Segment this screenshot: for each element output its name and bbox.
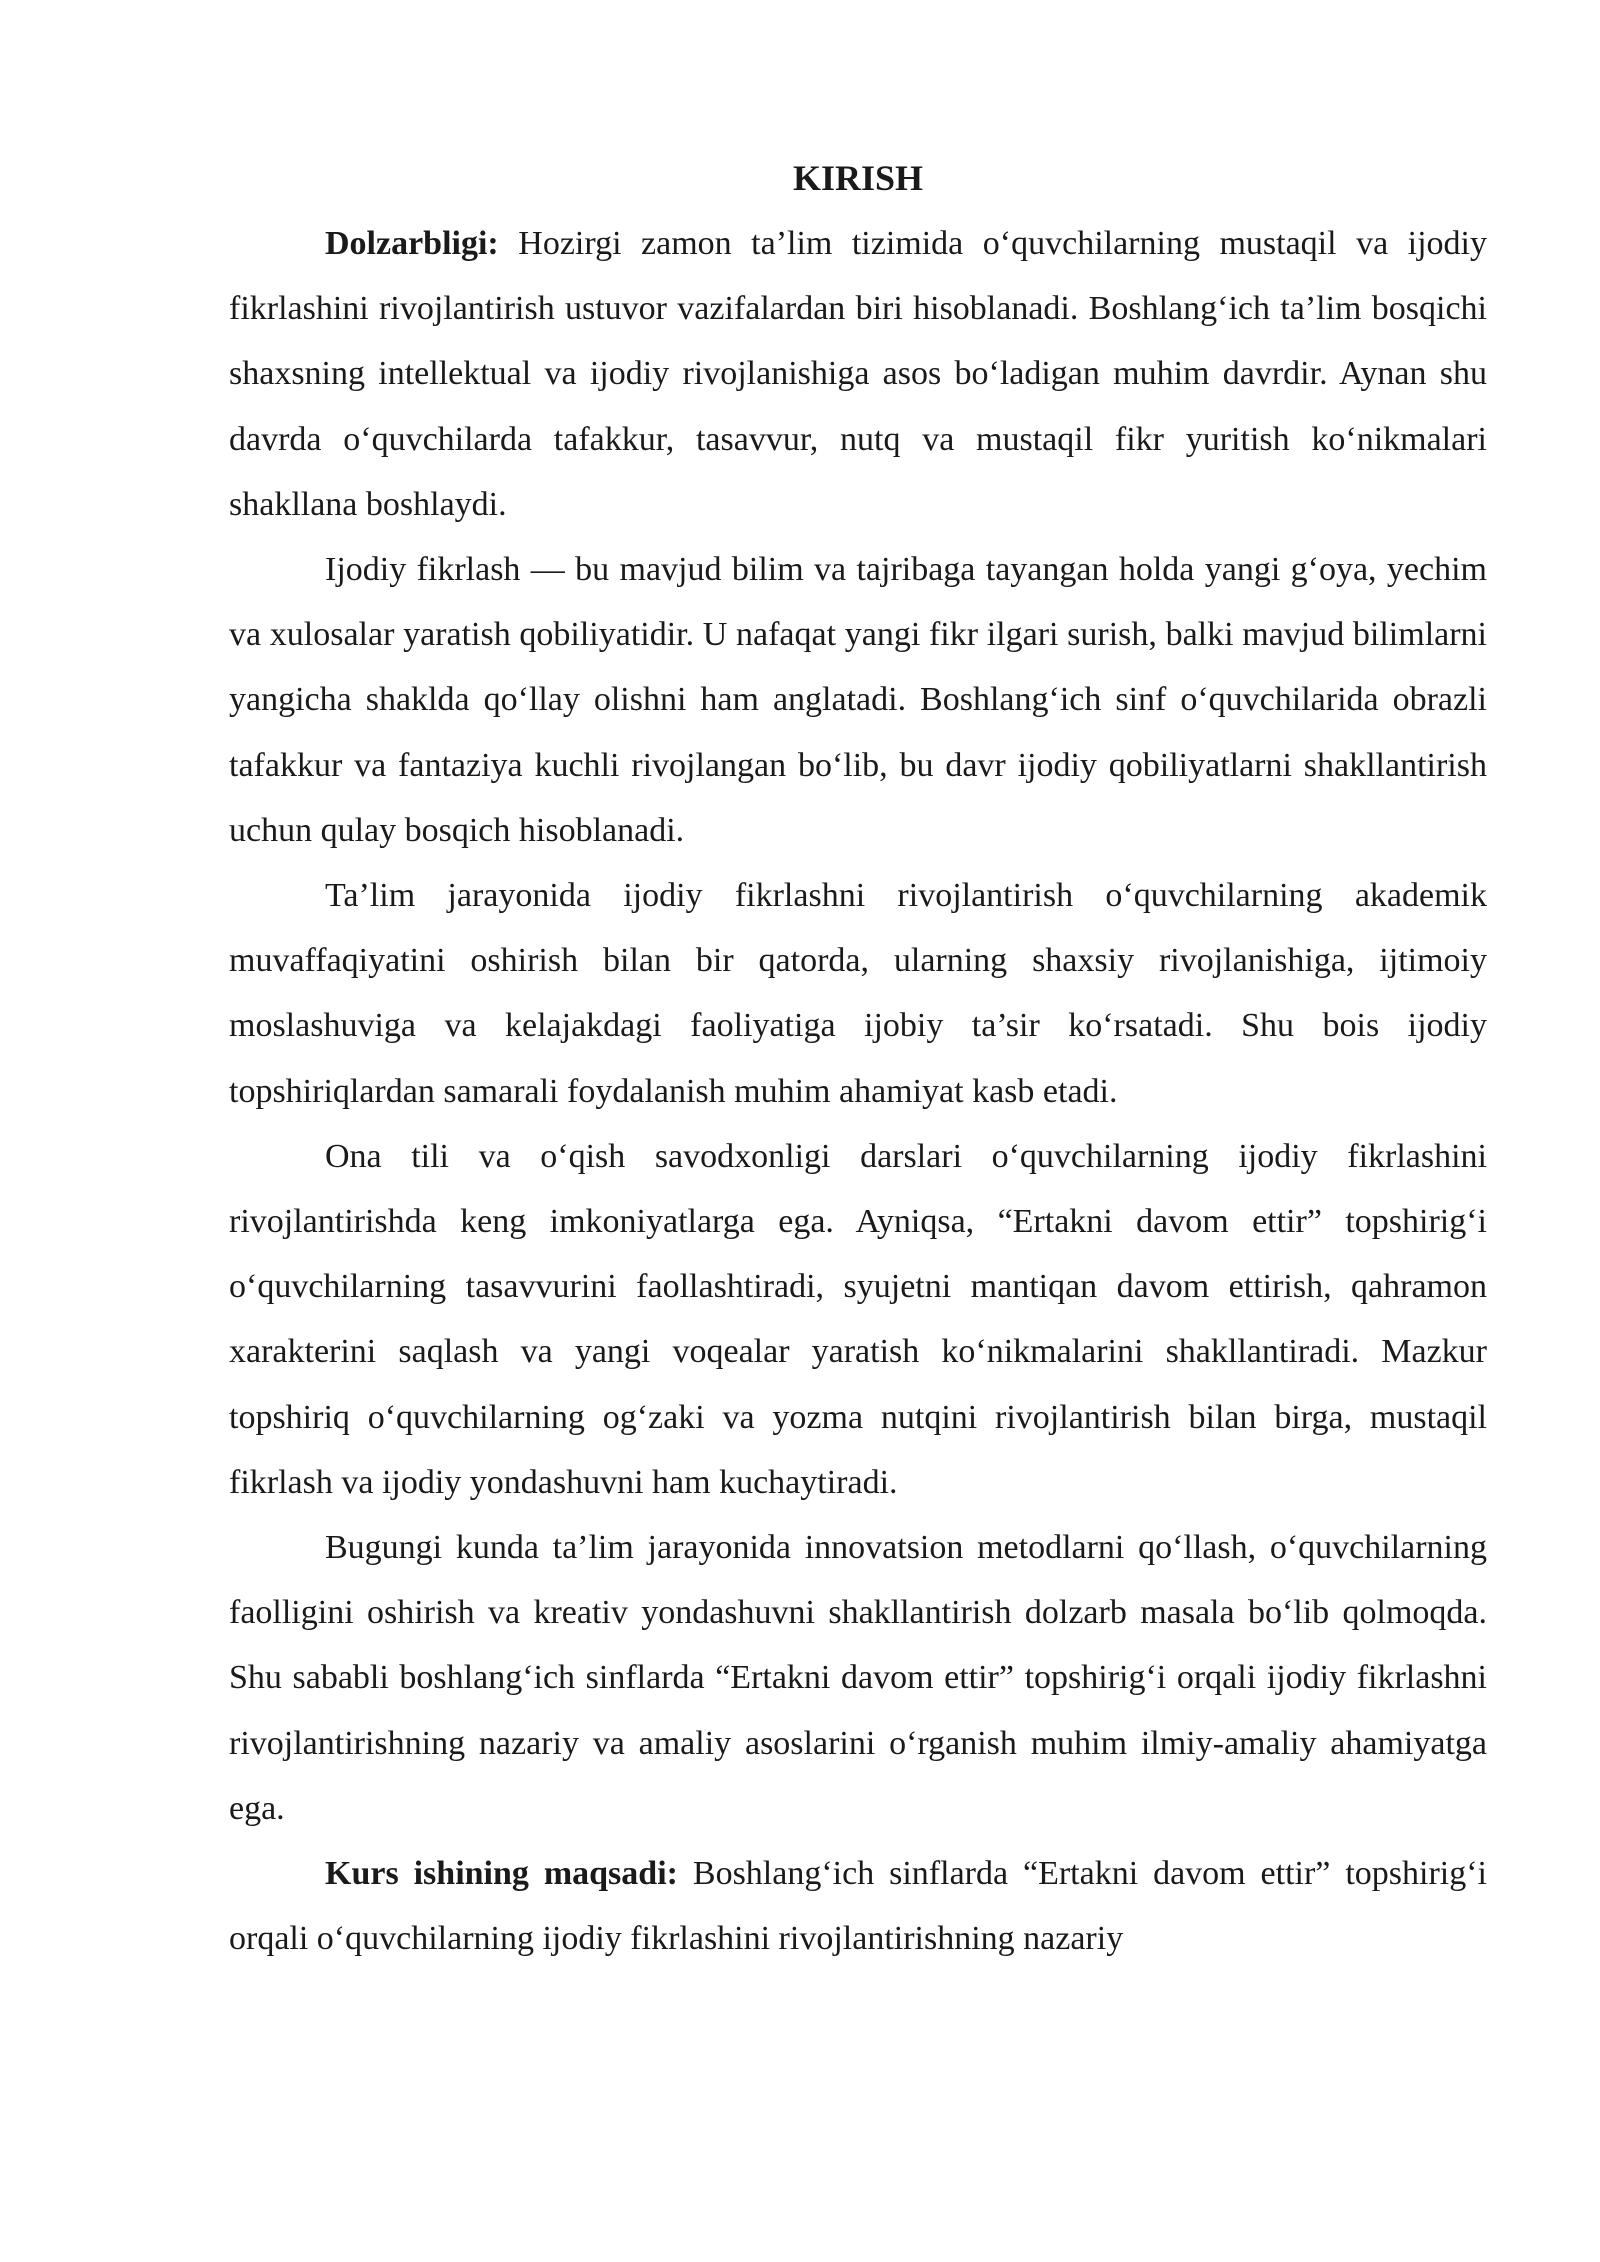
- paragraph-education-process: [229, 863, 1487, 1124]
- paragraph-text: Bugungi kunda ta’lim jarayonida innovatsion metodlarni qo‘llash, o‘quvchilarning faolligini oshirish va kreativ yondashuvni shakllantirish dolzarb masala bo‘lib qolmoqda. Shu sababli boshlang‘ich sinflarda “Ertakni davom ettir” topshirig‘i orqali ijodiy fikrlashni rivojlantirishning nazariy va amaliy asoslarini o‘rganish muhim ilmiy-amaliy ahamiyatga ega.: [229, 1529, 1487, 1827]
- paragraph-innovative-methods: [229, 1515, 1487, 1841]
- paragraph-text: Ta’lim jarayonida ijodiy fikrlashni rivojlantirish o‘quvchilarning akademik muvaffaqiyatini oshirish bilan bir qatorda, ularning shaxsiy rivojlanishiga, ijtimoiy moslashuviga va kelajakdagi faoliyatiga ijobiy ta’sir ko‘rsatadi. Shu bois ijodiy topshiriqlardan samarali foydalanish muhim ahamiyat kasb etadi.: [229, 877, 1487, 1110]
- paragraph-lead: Dolzarbligi:: [325, 225, 499, 262]
- paragraph-relevance: [229, 211, 1487, 537]
- paragraph-creative-thinking: [229, 537, 1487, 863]
- page-title: KIRISH: [792, 158, 924, 198]
- paragraph-text: Ijodiy fikrlash — bu mavjud bilim va tajribaga tayangan holda yangi g‘oya, yechim va xulosalar yaratish qobiliyatidir. U nafaqat yangi fikr ilgari surish, balki mavjud bilimlarni yangicha shaklda qo‘llay olishni ham anglatadi. Boshlang‘ich sinf o‘quvchilarida obrazli tafakkur va fantaziya kuchli rivojlangan bo‘lib, bu davr ijodiy qobiliyatlarni shakllantirish uchun qulay bosqich hisoblanadi.: [229, 551, 1487, 849]
- paragraph-text: Ona tili va o‘qish savodxonligi darslari o‘quvchilarning ijodiy fikrlashini rivojlantirishda keng imkoniyatlarga ega. Ayniqsa, “Ertakni davom ettir” topshirig‘i o‘quvchilarning tasavvurini faollashtiradi, syujetni mantiqan davom ettirish, qahramon xarakterini saqlash va yangi voqealar yaratish ko‘nikmalarini shakllantiradi. Mazkur topshiriq o‘quvchilarning og‘zaki va yozma nutqini rivojlantirish bilan birga, mustaqil fikrlash va ijodiy yondashuvni ham kuchaytiradi.: [229, 1137, 1487, 1501]
- paragraph-course-goal: [229, 1841, 1487, 1971]
- paragraph-text: Hozirgi zamon ta’lim tizimida o‘quvchilarning mustaqil va ijodiy fikrlashini rivojlantirish ustuvor vazifalardan biri hisoblanadi. Boshlang‘ich ta’lim bosqichi shaxsning intellektual va ijodiy rivojlanishiga asos bo‘ladigan muhim davrdir. Aynan shu davrda o‘quvchilarda tafakkur, tasavvur, nutq va mustaqil fikr yuritish ko‘nikmalari shakllana boshlaydi.: [229, 225, 1487, 523]
- document-body: [229, 146, 1487, 1971]
- paragraph-native-language: [229, 1124, 1487, 1515]
- paragraph-lead: Kurs ishining maqsadi:: [325, 1855, 678, 1893]
- paragraph-text: Boshlang‘ich sinflarda “Ertakni davom ettir” topshirig‘i orqali o‘quvchilarning ijodiy fikrlashini rivojlantirishning nazariy: [229, 1855, 1487, 1958]
